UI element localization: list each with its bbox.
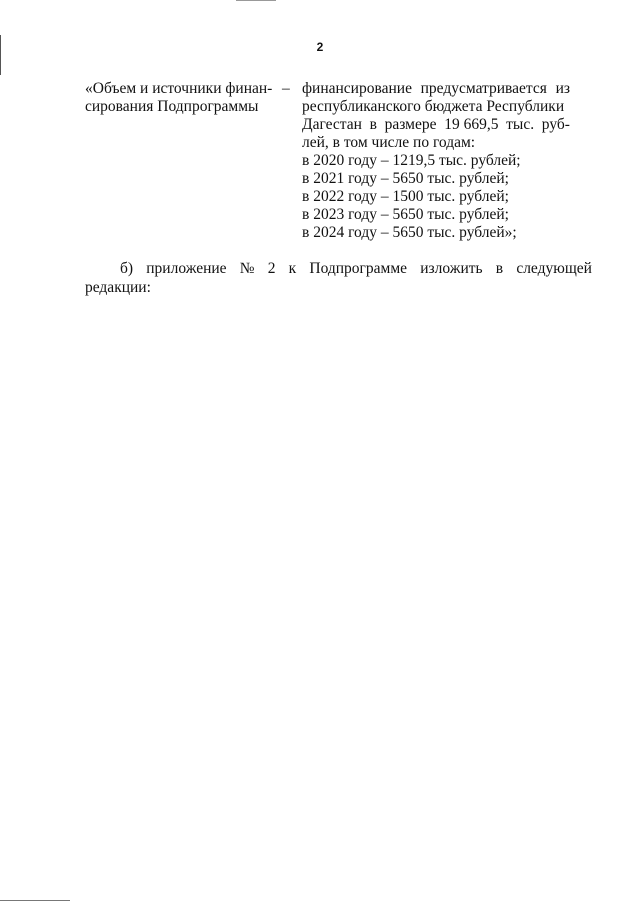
funding-line-4: лей, в том числе по годам: <box>302 134 476 151</box>
funding-total: 19 669,5 <box>444 116 499 133</box>
scan-artifact-bottom <box>0 900 70 901</box>
funding-label-line-1: «Объем и источники финан- <box>85 80 273 97</box>
funding-line-1 <box>302 80 570 98</box>
funding-label-cell <box>85 80 280 116</box>
funding-line-3-word: тыс. <box>506 116 535 133</box>
funding-line-3-word: Дагестан <box>302 116 362 133</box>
amendment-line-1 <box>85 259 592 278</box>
amendment-word: в <box>495 260 504 277</box>
funding-line-1-word: финансирование <box>302 80 412 97</box>
amendment-word: к <box>288 260 297 277</box>
funding-description-cell <box>302 80 570 242</box>
amendment-word: изложить <box>420 260 483 277</box>
funding-line-3 <box>302 116 570 134</box>
funding-line-3-word: руб- <box>541 116 570 133</box>
funding-year-2022: в 2022 году – 1500 тыс. рублей; <box>302 188 509 205</box>
amendment-word: № <box>239 260 255 277</box>
funding-year-2020: в 2020 году – 1219,5 тыс. рублей; <box>302 152 521 169</box>
funding-year-2024: в 2024 году – 5650 тыс. рублей»; <box>302 224 517 241</box>
amendment-line-2: редакции: <box>85 279 151 296</box>
funding-year-2023: в 2023 году – 5650 тыс. рублей; <box>302 206 509 223</box>
funding-line-1-word: из <box>555 80 570 97</box>
funding-line-3-word: в <box>369 116 377 133</box>
amendment-word: приложение <box>146 260 227 277</box>
funding-line-1-word: предусматривается <box>420 80 547 97</box>
amendment-word: следующей <box>516 260 592 277</box>
funding-line-2: республиканского бюджета Республики <box>302 98 565 115</box>
funding-label-line-2: сирования Подпрограммы <box>85 98 259 115</box>
amendment-word: Подпрограмме <box>309 260 408 277</box>
separator-dash: – <box>282 80 290 97</box>
amendment-word: 2 <box>267 260 276 277</box>
amendment-word: б) <box>120 260 134 277</box>
amendment-paragraph <box>85 259 592 297</box>
page-number: 2 <box>316 40 324 54</box>
funding-line-3-word: размере <box>384 116 437 133</box>
scan-artifact-top <box>236 0 276 1</box>
funding-year-2021: в 2021 году – 5650 тыс. рублей; <box>302 170 509 187</box>
